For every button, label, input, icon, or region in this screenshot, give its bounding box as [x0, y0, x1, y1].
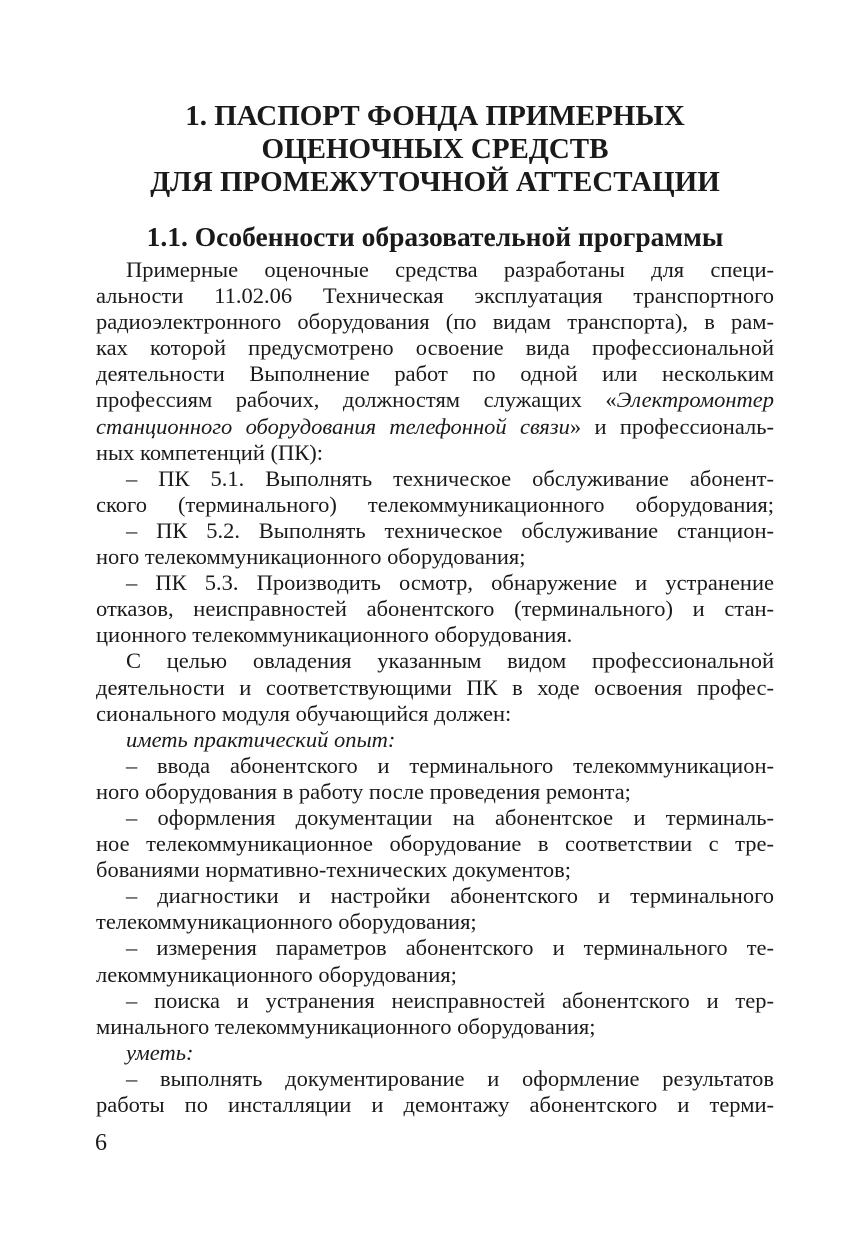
heading-line: 1. ПАСПОРТ ФОНДА ПРИМЕРНЫХ: [185, 100, 685, 132]
text-line: – ПК 5.3. Производить осмотр, обнаружение и устранение: [126, 570, 774, 596]
body-text: [96, 257, 774, 1118]
text-line: телекоммуникационного оборудования;: [96, 909, 477, 935]
page-number: 6: [95, 1130, 107, 1156]
text-line: деятельности и соответствующими ПК в ходе освоения профес-: [96, 674, 774, 700]
italic-segment: иметь практический опыт:: [126, 726, 396, 752]
text-line: сионального модуля обучающийся должен:: [96, 700, 512, 726]
text-line: ках которой предусмотрено освоение вида профессиональной: [96, 335, 774, 361]
text-line: ных компетенций (ПК):: [96, 439, 324, 465]
italic-segment: уметь:: [126, 1039, 194, 1065]
text-line: – ввода абонентского и терминального телекоммуникацион-: [126, 752, 774, 778]
text-line: альности 11.02.06 Техническая эксплуатация транспортного: [96, 283, 774, 309]
text-segment: профессиям рабочих, должностям служащих «: [96, 387, 617, 413]
text-segment: » и профессиональ-: [569, 413, 774, 439]
text-line: ционного телекоммуникационного оборудования.: [96, 622, 573, 648]
text-line: [96, 1040, 774, 1066]
italic-segment: станционного оборудования телефонной связи: [96, 413, 570, 439]
text-line: бованиями нормативно-технических документов;: [96, 857, 572, 883]
text-line: [96, 727, 774, 753]
text-line: минального телекоммуникационного оборудования;: [96, 1013, 596, 1039]
text-line: Примерные оценочные средства разработаны для специ-: [126, 257, 774, 282]
text-line: отказов, неисправностей абонентского (терминального) и стан-: [96, 596, 774, 622]
text-line: – поиска и устранения неисправностей абонентского и тер-: [126, 987, 774, 1013]
text-line: [96, 387, 774, 413]
text-line: деятельности Выполнение работ по одной или нескольким: [96, 361, 774, 387]
section-heading: [95, 100, 775, 199]
text-line: работы по инсталляции и демонтажу абонентского и терми-: [96, 1092, 774, 1117]
text-line: – оформления документации на абонентское и терминаль-: [126, 804, 774, 830]
text-line: лекоммуникационного оборудования;: [96, 961, 457, 987]
subsection-heading: 1.1. Особенности образовательной программы: [146, 221, 724, 252]
text-line: радиоэлектронного оборудования (по видам транспорта), в рам-: [96, 309, 774, 335]
heading-line: ДЛЯ ПРОМЕЖУТОЧНОЙ АТТЕСТАЦИИ: [150, 166, 720, 198]
text-line: – измерения параметров абонентского и терминального те-: [126, 935, 774, 961]
text-line: ного оборудования в работу после проведения ремонта;: [96, 778, 631, 804]
italic-segment: Электромонтер: [616, 387, 774, 413]
text-line: – ПК 5.1. Выполнять техническое обслуживание абонент-: [126, 465, 774, 491]
text-line: – диагностики и настройки абонентского и терминального: [126, 883, 774, 909]
text-line: – ПК 5.2. Выполнять техническое обслуживание станцион-: [126, 517, 774, 543]
text-line: – выполнять документирование и оформление результатов: [126, 1065, 774, 1091]
text-line: ного телекоммуникационного оборудования;: [96, 544, 526, 570]
text-line: [96, 414, 774, 440]
text-line: ное телекоммуникационное оборудование в соответствии с тре-: [96, 831, 774, 857]
text-line: С целью овладения указанным видом профессиональной: [126, 648, 774, 674]
heading-line: ОЦЕНОЧНЫХ СРЕДСТВ: [261, 133, 609, 165]
text-line: ского (терминального) телекоммуникационного оборудования;: [96, 491, 774, 517]
